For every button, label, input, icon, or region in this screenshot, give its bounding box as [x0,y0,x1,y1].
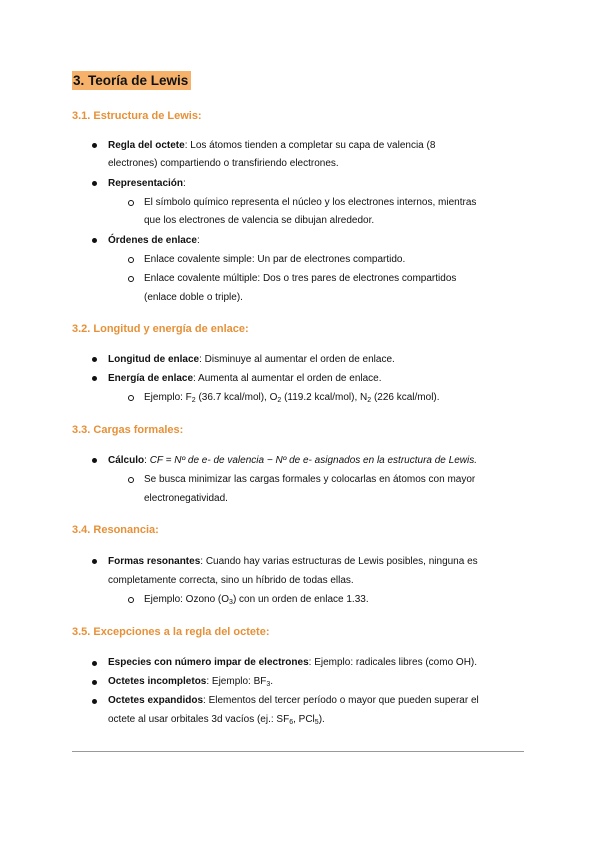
list-item-representacion [108,177,186,191]
sub-bullet-circle [128,477,134,483]
list-item-octetes-incompletos [108,675,273,689]
subscript: 6 [289,719,294,726]
divider-line [72,751,524,752]
term-longitud: Longitud de enlace [108,354,200,365]
text-fragment: Ejemplo: F [144,392,192,403]
bullet-dot [92,376,97,381]
bullet-dot [92,699,97,704]
sub-bullet-circle [128,597,134,603]
text-fragment: ). [318,714,325,725]
text-numero-impar: : Ejemplo: radicales libres (como OH). [308,657,478,668]
term-ordenes: Órdenes de enlace [108,235,197,246]
term-energia: Energía de enlace [108,373,194,384]
text-representacion-cont: que los electrones de valencia se dibujan alrededor. [144,215,375,226]
colon: : [196,235,200,246]
list-item-formas-resonantes [108,555,478,569]
formula-carga-formal: CF = Nº de e- de valencia − Nº de e- asignados en la estructura de Lewis. [149,455,477,466]
text-ejemplo-energias [144,391,440,405]
list-item-octetes-expandidos [108,694,479,708]
list-item-energia [108,372,382,386]
text-ejemplo-ozono [144,593,369,607]
term-numero-impar: Especies con número impar de electrones [108,657,309,668]
text-enlace-multiple: Enlace covalente múltiple: Dos o tres pares de electrones compartidos [144,273,457,284]
bullet-dot [92,458,97,463]
page-title: 3. Teoría de Lewis [72,71,191,90]
text-fragment: : Ejemplo: BF [206,676,267,687]
text-fragment: (36.7 kcal/mol), O [195,392,278,403]
text-fragment: , PCl [293,714,315,725]
bullet-dot [92,238,97,243]
text-octetes-expandidos-cont [108,713,325,727]
text-regla-octete-cont: electrones) compartiendo o transfiriendo electrones. [108,158,339,169]
list-item-longitud [108,353,395,367]
text-fragment: octete al usar orbitales 3d vacíos (ej.: SF [108,714,290,725]
text-fragment: Ejemplo: Ozono (O [144,594,230,605]
colon: : [144,455,150,466]
section-heading-3-4: 3.4. Resonancia: [72,524,159,536]
sub-bullet-circle [128,395,134,401]
text-regla-octete: : Los átomos tienden a completar su capa de valencia (8 [184,140,436,151]
text-energia: : Aumenta al aumentar el orden de enlace. [193,373,382,384]
list-item-calculo [108,454,477,468]
text-minimizar-cargas-cont: electronegatividad. [144,493,228,504]
section-heading-3-3: 3.3. Cargas formales: [72,424,184,436]
sub-bullet-circle [128,276,134,282]
subscript: 3 [266,681,271,688]
bullet-dot [92,661,97,666]
bullet-dot [92,680,97,685]
text-fragment: (226 kcal/mol). [371,392,440,403]
term-calculo: Cálculo [108,455,145,466]
section-heading-3-1: 3.1. Estructura de Lewis: [72,110,202,122]
text-octetes-expandidos: : Elementos del tercer período o mayor que pueden superar el [203,695,479,706]
subscript: 3 [229,599,233,606]
text-representacion: El símbolo químico representa el núcleo y los electrones internos, mientras [144,197,477,208]
term-octetes-incompletos: Octetes incompletos [108,676,207,687]
text-fragment: (119.2 kcal/mol), N [281,392,368,403]
sub-bullet-circle [128,200,134,206]
term-representacion: Representación [108,178,184,189]
bullet-dot [92,559,97,564]
subscript: 2 [367,397,372,404]
bullet-dot [92,357,97,362]
list-item-regla-octete [108,139,435,153]
text-enlace-multiple-cont: (enlace doble o triple). [144,292,243,303]
section-heading-3-5: 3.5. Excepciones a la regla del octete: [72,626,270,638]
subscript: 2 [277,397,282,404]
subscript: 5 [314,719,319,726]
text-fragment: ) con un orden de enlace 1.33. [232,594,369,605]
text-longitud: : Disminuye al aumentar el orden de enlace. [199,354,395,365]
term-formas-resonantes: Formas resonantes [108,556,201,567]
section-heading-3-2: 3.2. Longitud y energía de enlace: [72,323,249,335]
bullet-dot [92,181,97,186]
list-item-numero-impar [108,656,477,670]
colon: : [183,178,186,189]
list-item-ordenes [108,234,200,248]
bullet-dot [92,143,97,148]
text-enlace-simple: Enlace covalente simple: Un par de electrones compartido. [144,254,406,265]
text-minimizar-cargas: Se busca minimizar las cargas formales y colocarlas en átomos con mayor [144,474,476,485]
subscript: 2 [191,397,196,404]
text-formas-resonantes: : Cuando hay varias estructuras de Lewis posibles, ninguna es [200,556,478,567]
sub-bullet-circle [128,257,134,263]
term-regla-octete: Regla del octete [108,140,185,151]
term-octetes-expandidos: Octetes expandidos [108,695,204,706]
text-formas-resonantes-cont: completamente correcta, sino un híbrido de todas ellas. [108,575,354,586]
text-fragment: . [270,676,274,687]
